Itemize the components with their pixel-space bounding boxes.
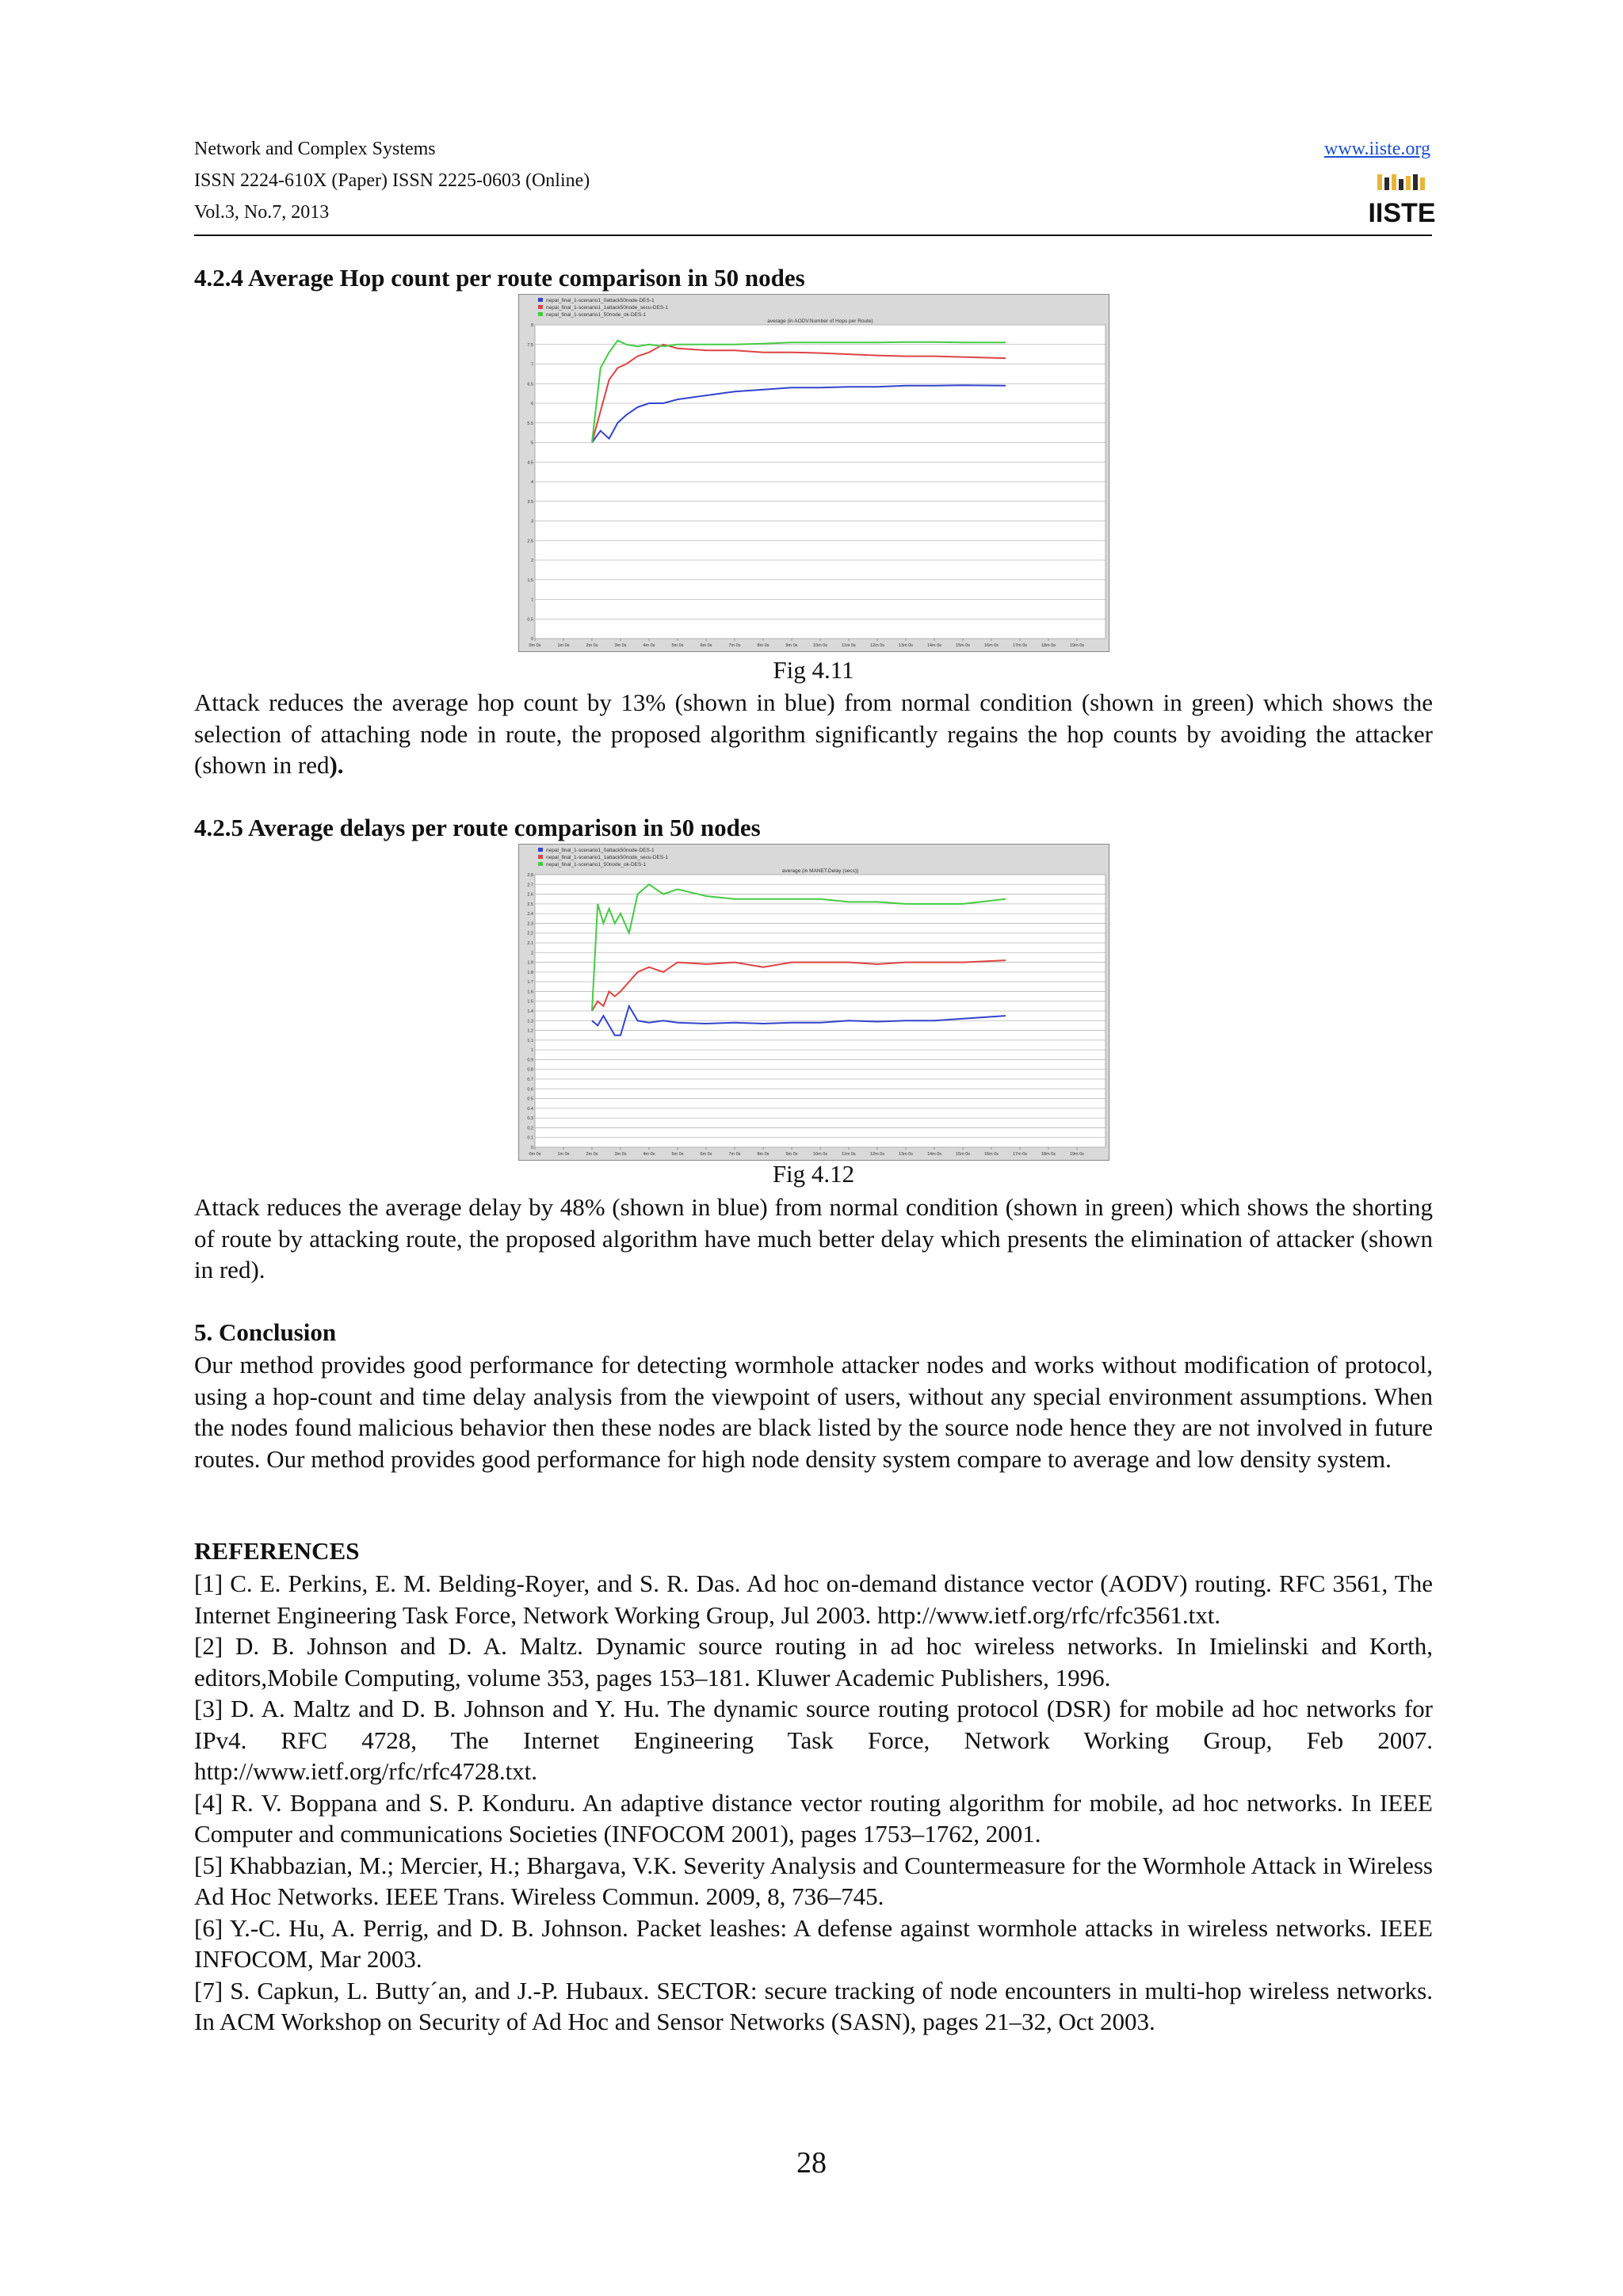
section-4-2-5-heading: 4.2.5 Average delays per route comparison in 50 nodes bbox=[194, 814, 761, 841]
x-tick-label: 17m 0s bbox=[1012, 1152, 1028, 1157]
x-tick-label: 15m 0s bbox=[955, 643, 971, 648]
iiste-logo bbox=[1368, 173, 1436, 228]
x-tick-label: 1m 0s bbox=[557, 643, 570, 648]
y-tick-label: 2.5 bbox=[527, 902, 533, 907]
iiste-logo-icon bbox=[1368, 173, 1436, 228]
y-tick-label: 4 bbox=[530, 480, 533, 485]
y-tick-label: 2.4 bbox=[527, 912, 533, 917]
x-tick-label: 1m 0s bbox=[557, 1152, 570, 1157]
y-tick-label: 2.2 bbox=[527, 931, 533, 936]
legend-entry: nepal_final_1-scenario1_0attack50node-DES-1 bbox=[546, 298, 655, 303]
reference-item: [1] C. E. Perkins, E. M. Belding-Royer, and S. R. Das. Ad hoc on-demand distance vector (AODV) routing. RFC 3561, The Internet Engineering Task Force, Network Working Group, Jul 2003. http://www.ietf.org/rfc/rfc3561.txt. bbox=[194, 1569, 1433, 1629]
x-tick-label: 8m 0s bbox=[757, 643, 769, 648]
y-tick-label: 3 bbox=[530, 519, 533, 524]
y-tick-label: 2 bbox=[530, 951, 533, 956]
y-tick-label: 0.2 bbox=[527, 1126, 533, 1131]
reference-item: [5] Khabbazian, M.; Mercier, H.; Bhargava, V.K. Severity Analysis and Countermeasure for the Wormhole Attack in Wireless Ad Hoc Networks. IEEE Trans. Wireless Commun. 2009, 8, 736–745. bbox=[194, 1851, 1433, 1910]
y-tick-label: 1.1 bbox=[527, 1038, 533, 1043]
x-tick-label: 5m 0s bbox=[671, 643, 684, 648]
x-tick-label: 14m 0s bbox=[926, 1152, 942, 1157]
legend-swatch bbox=[538, 305, 543, 309]
y-tick-label: 2.6 bbox=[527, 892, 533, 898]
section-4-2-4-text-end: ). bbox=[329, 751, 344, 779]
issn-line: ISSN 2224-610X (Paper) ISSN 2225-0603 (Online) bbox=[194, 170, 590, 191]
x-tick-label: 12m 0s bbox=[869, 1152, 885, 1157]
x-tick-label: 3m 0s bbox=[614, 643, 627, 648]
section-4-2-4-heading: 4.2.4 Average Hop count per route comparison in 50 nodes bbox=[194, 264, 805, 292]
legend-entry: nepal_final_1-scenario1_50node_ok-DES-1 bbox=[546, 862, 647, 868]
x-tick-label: 13m 0s bbox=[898, 1152, 914, 1157]
section-4-2-5-paragraph: Attack reduces the average delay by 48% (shown in blue) from normal condition (shown in green) which shows the shorting of route by attacking route, the proposed algorithm have much better delay which presents the elimination of attacker (shown in red). bbox=[194, 1193, 1433, 1283]
y-tick-label: 0.9 bbox=[527, 1058, 533, 1063]
x-tick-label: 9m 0s bbox=[785, 643, 798, 648]
chart-title: average (in MANET.Delay (secs)) bbox=[781, 868, 859, 874]
y-tick-label: 7 bbox=[530, 362, 533, 368]
y-tick-label: 0.1 bbox=[527, 1135, 533, 1141]
legend-swatch bbox=[538, 855, 543, 859]
x-tick-label: 16m 0s bbox=[983, 1152, 999, 1157]
x-tick-label: 2m 0s bbox=[586, 643, 598, 648]
references-heading: REFERENCES bbox=[194, 1537, 360, 1565]
x-tick-label: 17m 0s bbox=[1012, 643, 1028, 648]
fig-4-12-caption: Fig 4.12 bbox=[772, 1160, 855, 1188]
reference-item: [6] Y.-C. Hu, A. Perrig, and D. B. Johnson. Packet leashes: A defense against wormhole attacks in wireless networks. IEEE INFOCOM, Mar 2003. bbox=[194, 1913, 1433, 1973]
x-tick-label: 9m 0s bbox=[785, 1152, 798, 1157]
volume-line: Vol.3, No.7, 2013 bbox=[194, 202, 330, 223]
x-tick-label: 12m 0s bbox=[869, 643, 885, 648]
y-tick-label: 1.2 bbox=[527, 1028, 533, 1034]
header-rule bbox=[194, 235, 1432, 236]
y-tick-label: 0.5 bbox=[527, 1097, 533, 1102]
x-tick-label: 10m 0s bbox=[812, 1152, 828, 1157]
x-tick-label: 4m 0s bbox=[643, 643, 655, 648]
y-tick-label: 0.7 bbox=[527, 1077, 533, 1082]
x-tick-label: 19m 0s bbox=[1069, 1152, 1085, 1157]
chart-title: average (in AODV.Number of Hops per Route) bbox=[767, 318, 873, 324]
y-tick-label: 2.8 bbox=[527, 873, 533, 878]
conclusion-paragraph: Our method provides good performance for detecting wormhole attacker nodes and works without modification of protocol, using a hop-count and time delay analysis from the viewpoint of users, without any special environment assumptions. When the nodes found malicious behavior then these nodes are black listed by the source node hence they are not involved in future routes. Our method provides good performance for high node density system compare to average and low density system. bbox=[194, 1351, 1433, 1473]
fig-4-11-caption: Fig 4.11 bbox=[773, 656, 854, 684]
journal-name: Network and Complex Systems bbox=[194, 139, 436, 159]
y-tick-label: 8 bbox=[530, 323, 533, 328]
x-tick-label: 18m 0s bbox=[1041, 643, 1056, 648]
y-tick-label: 1 bbox=[530, 597, 533, 603]
fig-4-12-chart bbox=[518, 844, 1109, 1161]
x-tick-label: 0m 0s bbox=[529, 643, 541, 648]
x-tick-label: 11m 0s bbox=[842, 1152, 856, 1157]
y-tick-label: 1.9 bbox=[527, 960, 533, 966]
reference-item: [3] D. A. Maltz and D. B. Johnson and Y. Hu. The dynamic source routing protocol (DSR) for mobile ad hoc networks for IPv4. RFC 4728, The Internet Engineering Task Force, Network Working Group, Feb 2007. http://www.ietf.org/rfc/rfc4728.txt. bbox=[194, 1695, 1433, 1785]
references-list bbox=[194, 1568, 1433, 2038]
y-tick-label: 1.8 bbox=[527, 970, 533, 975]
y-tick-label: 2 bbox=[530, 559, 533, 563]
y-tick-label: 6.5 bbox=[527, 382, 533, 387]
reference-item: [7] S. Capkun, L. Butty´an, and J.-P. Hubaux. SECTOR: secure tracking of node encounters in multi-hop wireless networks. In ACM Workshop on Security of Ad Hoc and Sensor Networks (SASN), pages 21–32, Oct 2003. bbox=[194, 1976, 1433, 2035]
y-tick-label: 1.4 bbox=[527, 1009, 533, 1014]
y-tick-label: 0 bbox=[530, 637, 533, 642]
y-tick-label: 5 bbox=[530, 441, 533, 446]
journal-url-link[interactable]: www.iiste.org bbox=[1324, 139, 1430, 159]
x-tick-label: 18m 0s bbox=[1041, 1152, 1056, 1157]
x-tick-label: 7m 0s bbox=[728, 1152, 741, 1157]
x-tick-label: 6m 0s bbox=[700, 643, 712, 648]
fig-4-11-chart bbox=[518, 294, 1109, 652]
x-tick-label: 15m 0s bbox=[955, 1152, 971, 1157]
legend-swatch bbox=[538, 298, 543, 302]
y-tick-label: 0.3 bbox=[527, 1116, 533, 1122]
legend-entry: nepal_final_1-scenario1_1attack50node_secu-DES-1 bbox=[546, 305, 668, 311]
y-tick-label: 2.3 bbox=[527, 921, 533, 927]
x-tick-label: 3m 0s bbox=[614, 1152, 627, 1157]
x-tick-label: 10m 0s bbox=[812, 643, 828, 648]
legend-entry: nepal_final_1-scenario1_50node_ok-DES-1 bbox=[546, 312, 647, 318]
x-tick-label: 8m 0s bbox=[757, 1152, 769, 1157]
x-tick-label: 4m 0s bbox=[643, 1152, 655, 1157]
legend-swatch bbox=[538, 848, 543, 852]
y-tick-label: 1 bbox=[530, 1048, 533, 1054]
x-tick-label: 14m 0s bbox=[926, 643, 942, 648]
fig-4-11-svg bbox=[519, 295, 1109, 651]
x-tick-label: 6m 0s bbox=[700, 1152, 712, 1157]
y-tick-label: 0.6 bbox=[527, 1087, 533, 1093]
y-tick-label: 2.1 bbox=[527, 941, 533, 946]
conclusion-heading: 5. Conclusion bbox=[194, 1318, 337, 1346]
y-tick-label: 3.5 bbox=[527, 499, 533, 505]
x-tick-label: 16m 0s bbox=[983, 643, 999, 648]
x-tick-label: 2m 0s bbox=[586, 1152, 598, 1157]
y-tick-label: 2.5 bbox=[527, 539, 533, 544]
x-tick-label: 5m 0s bbox=[671, 1152, 684, 1157]
y-tick-label: 4.5 bbox=[527, 460, 533, 466]
page-number: 28 bbox=[796, 2146, 827, 2180]
y-tick-label: 6 bbox=[530, 402, 533, 406]
y-tick-label: 2.7 bbox=[527, 883, 533, 888]
y-tick-label: 1.6 bbox=[527, 990, 533, 995]
fig-4-12-svg bbox=[519, 845, 1109, 1160]
y-tick-label: 5.5 bbox=[527, 421, 533, 426]
x-tick-label: 19m 0s bbox=[1069, 643, 1085, 648]
section-4-2-4-text: Attack reduces the average hop count by 13% (shown in blue) from normal condition (shown in green) which shows the selection of attaching node in route, the proposed algorithm significantly regains the hop counts by avoiding the attacker (shown in red bbox=[194, 688, 1433, 779]
x-tick-label: 7m 0s bbox=[728, 643, 741, 648]
x-tick-label: 0m 0s bbox=[529, 1152, 541, 1157]
y-tick-label: 7.5 bbox=[527, 342, 533, 348]
y-tick-label: 0.4 bbox=[527, 1106, 533, 1112]
y-tick-label: 1.7 bbox=[527, 980, 533, 986]
reference-item: [4] R. V. Boppana and S. P. Konduru. An adaptive distance vector routing algorithm for mobile, ad hoc networks. In IEEE Computer and communications Societies (INFOCOM 2001), pages 1753–1762, 2001. bbox=[194, 1788, 1433, 1848]
y-tick-label: 1.5 bbox=[527, 999, 533, 1005]
x-tick-label: 11m 0s bbox=[842, 643, 856, 648]
iiste-logo-text: IISTE bbox=[1368, 198, 1436, 228]
legend-swatch bbox=[538, 862, 543, 866]
y-tick-label: 1.5 bbox=[527, 578, 533, 583]
legend-entry: nepal_final_1-scenario1_1attack50node_secu-DES-1 bbox=[546, 855, 668, 860]
reference-item: [2] D. B. Johnson and D. A. Maltz. Dynamic source routing in ad hoc wireless networks. In Imielinski and Korth, editors,Mobile Computing, volume 353, pages 153–181. Kluwer Academic Publishers, 1996. bbox=[194, 1632, 1433, 1691]
legend-entry: nepal_final_1-scenario1_0attack50node-DES-1 bbox=[546, 848, 655, 853]
y-tick-label: 0 bbox=[530, 1146, 533, 1150]
x-tick-label: 13m 0s bbox=[898, 643, 914, 648]
section-4-2-4-paragraph bbox=[194, 687, 1433, 781]
y-tick-label: 0.5 bbox=[527, 617, 533, 623]
y-tick-label: 0.8 bbox=[527, 1067, 533, 1073]
legend-swatch bbox=[538, 312, 543, 316]
y-tick-label: 1.3 bbox=[527, 1019, 533, 1024]
